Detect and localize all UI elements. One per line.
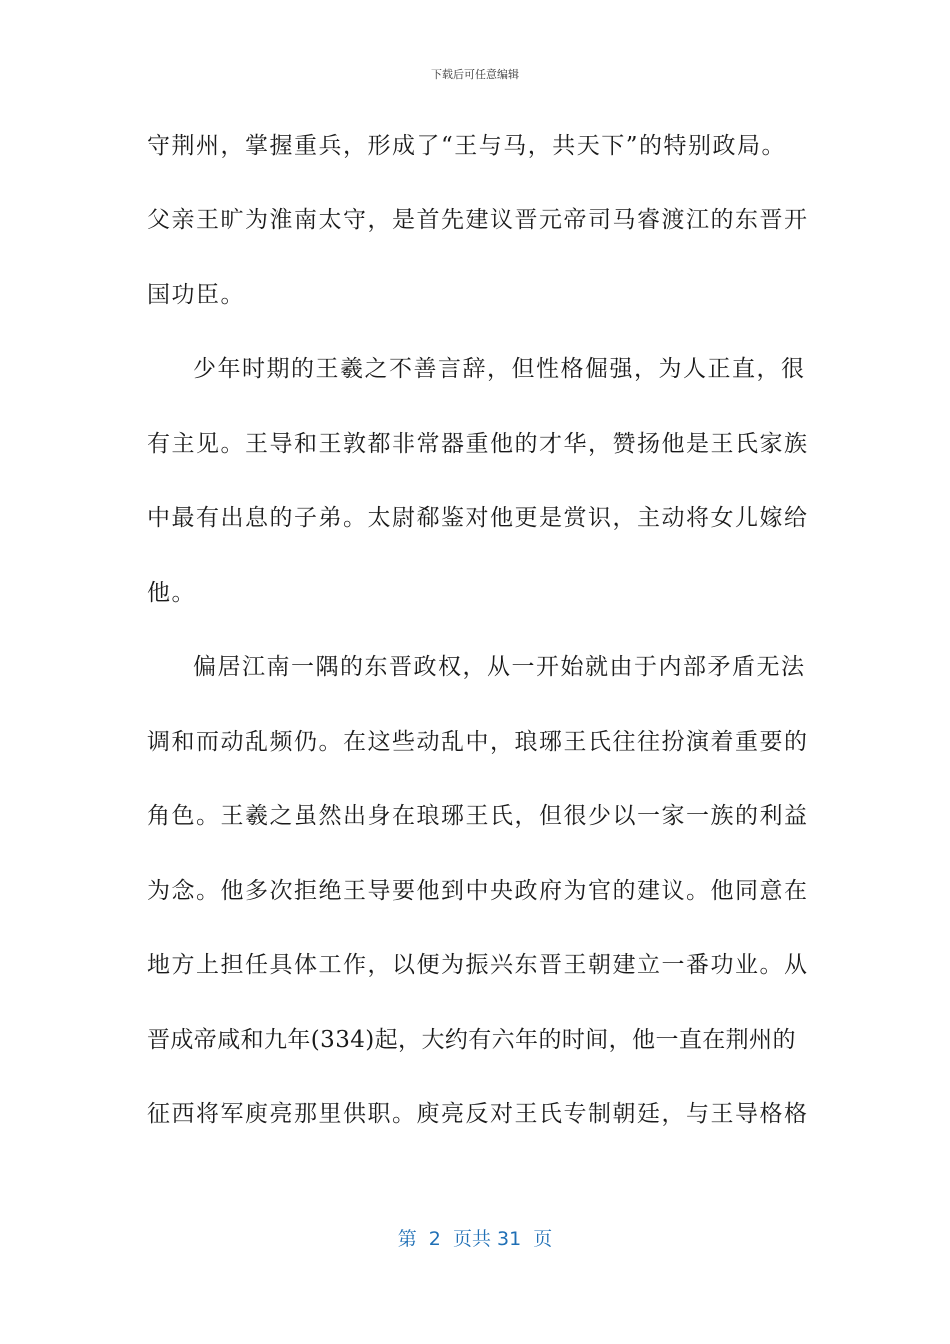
text-line: 国功臣。 [147, 282, 245, 308]
text-line: 调和而动乱频仍。在这些动乱中，琅琊王氏往往扮演着重要的 [147, 729, 809, 755]
text-line: 为念。他多次拒绝王导要他到中央政府为官的建议。他同意在 [147, 878, 809, 904]
text-line: 角色。王羲之虽然出身在琅琊王氏，但很少以一家一族的利益 [147, 803, 809, 829]
text-line: 偏居江南一隅的东晋政权，从一开始就由于内部矛盾无法 [193, 654, 806, 680]
text-line: 少年时期的王羲之不善言辞，但性格倔强，为人正直，很 [193, 356, 806, 382]
text-line: 征西将军庾亮那里供职。庾亮反对王氏专制朝廷，与王导格格 [147, 1101, 809, 1127]
text-line: 父亲王旷为淮南太守，是首先建议晋元帝司马睿渡江的东晋开 [147, 207, 809, 233]
text-line: 地方上担任具体工作，以便为振兴东晋王朝建立一番功业。从 [147, 952, 809, 978]
page-number-footer: 第 2 页共 31 页 [397, 1228, 553, 1250]
page-header: 下载后可任意编辑 [431, 68, 519, 81]
text-line: 他。 [147, 580, 196, 606]
text-line: 有主见。王导和王敦都非常器重他的才华，赞扬他是王氏家族 [147, 431, 809, 457]
text-line: 守荆州，掌握重兵，形成了“王与马，共天下”的特别政局。 [147, 133, 787, 159]
text-line: 中最有出息的子弟。太尉郗鉴对他更是赏识，主动将女儿嫁给 [147, 505, 809, 531]
text-line: 晋成帝咸和九年(334)起，大约有六年的时间，他一直在荆州的 [147, 1027, 796, 1053]
